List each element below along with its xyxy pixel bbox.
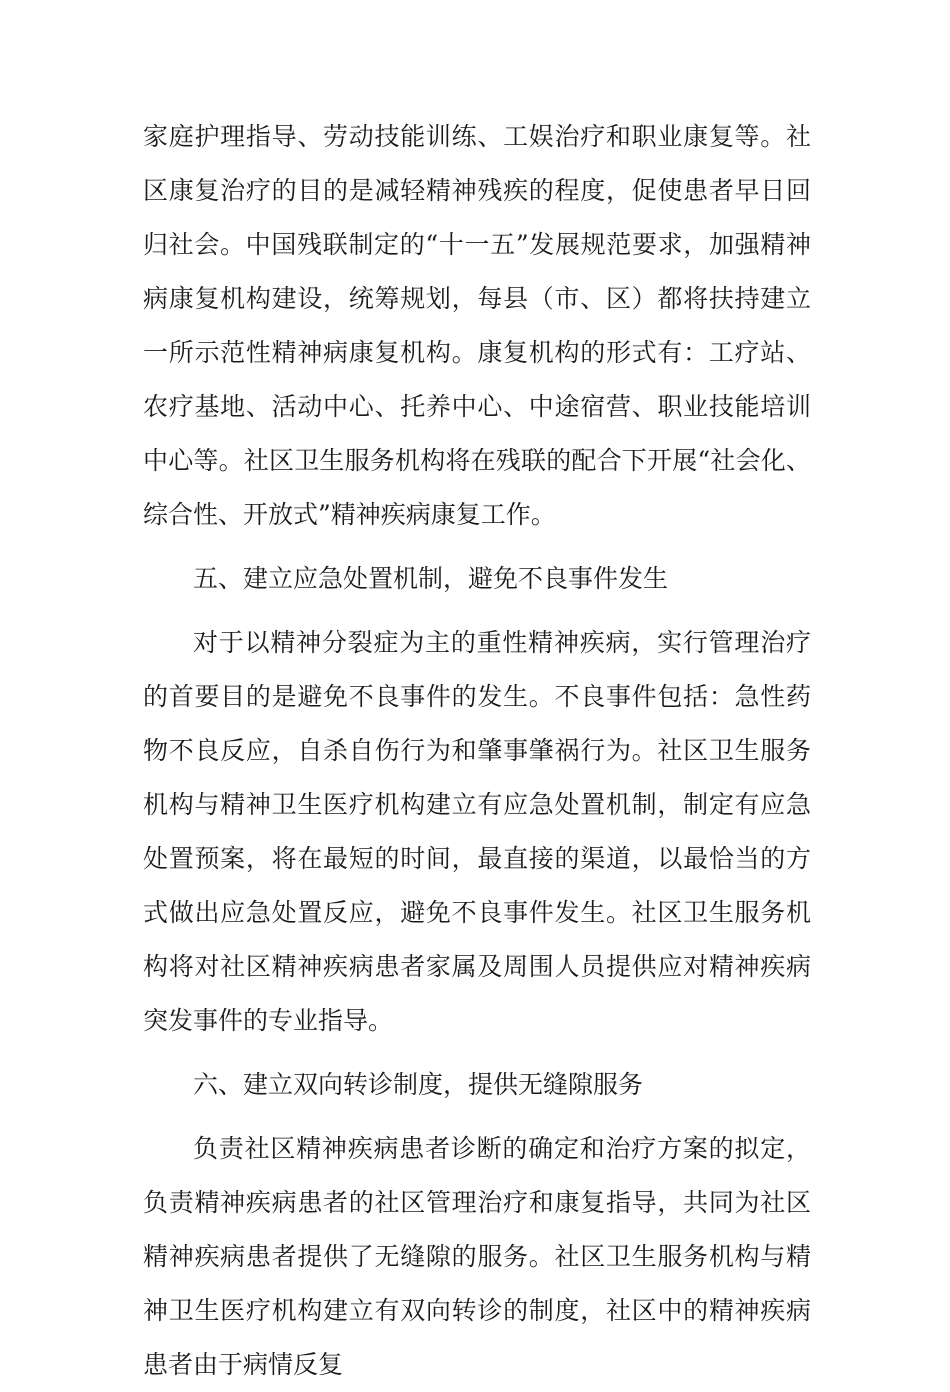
document-body xyxy=(143,110,811,1392)
section-heading-five: 五、建立应急处置机制，避免不良事件发生 xyxy=(193,564,669,593)
paragraph-continuation: 家庭护理指导、劳动技能训练、工娱治疗和职业康复等。社区康复治疗的目的是减轻精神残疾的程度，促使患者早日回归社会。中国残联制定的“十一五”发展规范要求，加强精神病康复机构建设，统筹规划，每县（市、区）都将扶持建立一所示范性精神病康复机构。康复机构的形式有：工疗站、农疗基地、活动中心、托养中心、中途宿营、职业技能培训中心等。社区卫生服务机构将在残联的配合下开展“社会化、综合性、开放式”精神疾病康复工作。 xyxy=(143,122,811,529)
paragraph-referral: 负责社区精神疾病患者诊断的确定和治疗方案的拟定，负责精神疾病患者的社区管理治疗和康复指导，共同为社区精神疾病患者提供了无缝隙的服务。社区卫生服务机构与精神卫生医疗机构建立有双向转诊的制度，社区中的精神疾病患者由于病情反复 xyxy=(143,1134,811,1379)
section-heading-six: 六、建立双向转诊制度，提供无缝隙服务 xyxy=(193,1070,644,1099)
paragraph-emergency: 对于以精神分裂症为主的重性精神疾病，实行管理治疗的首要目的是避免不良事件的发生。不良事件包括：急性药物不良反应，自杀自伤行为和肇事肇祸行为。社区卫生服务机构与精神卫生医疗机构建立有应急处置机制，制定有应急处置预案，将在最短的时间，最直接的渠道，以最恰当的方式做出应急处置反应，避免不良事件发生。社区卫生服务机构将对社区精神疾病患者家属及周围人员提供应对精神疾病突发事件的专业指导。 xyxy=(143,628,811,1035)
